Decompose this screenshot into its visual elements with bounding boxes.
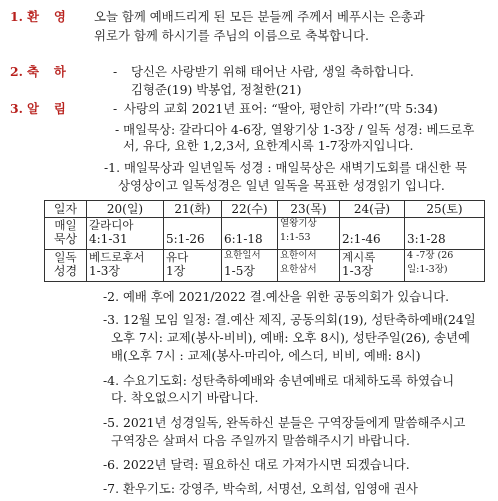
- row-label: [45, 218, 87, 250]
- cell-line1: [224, 218, 275, 232]
- header-day: 20(일): [87, 201, 164, 218]
- note-3-line2: 오후 7시: 교제(봉사-비비), 예배: 오후 8시), 성탄주일(26), 송년예: [111, 330, 470, 345]
- cell-line1: [342, 218, 402, 232]
- cell-line2: 1-5장: [224, 264, 255, 278]
- reading-line2: 서, 유다, 요한 1,2,3서, 요한계시록 1-7장까지입니다.: [123, 138, 414, 153]
- dash: -: [113, 101, 118, 116]
- note-4-line1: -4. 수요기도회: 성탄축하예배와 송년예배로 대체하도록 하였습니: [103, 373, 455, 388]
- table-cell: [87, 250, 164, 282]
- table-cell: [278, 250, 340, 282]
- section-title: 알 림: [27, 101, 67, 116]
- welcome-text-line1: 오늘 함께 예배드리게 된 모든 분들께 주께서 베푸시는 은총과: [94, 9, 425, 24]
- note-6: -6. 2022년 달력: 필요하신 대로 가져가시면 되겠습니다.: [103, 457, 410, 472]
- birthday-names: 김형준(19) 박봉업, 정철한(21): [131, 82, 302, 97]
- note-7: -7. 환우기도: 강영주, 박숙희, 서명선, 오희섭, 임영애 권사: [103, 481, 418, 496]
- birthday-message: 당신은 사랑받기 위해 태어난 사람, 생일 축하합니다.: [131, 64, 414, 79]
- cell-line2: 6:1-18: [224, 232, 263, 246]
- header-day: 24(금): [340, 201, 405, 218]
- table-cell: [87, 218, 164, 250]
- table-cell: [340, 218, 405, 250]
- row-label-line2: 묵상: [53, 232, 78, 246]
- note-4-line2: 다. 착오없으시기 바랍니다.: [111, 390, 259, 405]
- cell-line2: 2:1-46: [342, 232, 381, 246]
- cell-line2: 3:1-28: [407, 232, 446, 246]
- cell-line1: [407, 218, 482, 232]
- cell-line1: 계시록: [342, 250, 376, 264]
- cell-line1: [166, 218, 219, 232]
- section-title: 환 영: [27, 9, 67, 24]
- header-day: 25(토): [405, 201, 485, 218]
- cell-line1: 요한이서: [280, 250, 317, 261]
- table-cell: [164, 218, 222, 250]
- welcome-text-line2: 위로가 함께 하시기를 주님의 이름으로 축복합니다.: [94, 28, 369, 43]
- table-cell: [222, 250, 278, 282]
- table-cell: [164, 250, 222, 282]
- cell-line1: 갈라디아: [89, 218, 134, 232]
- table-cell: [405, 218, 485, 250]
- table-cell: [405, 250, 485, 282]
- table-cell: [278, 218, 340, 250]
- row-label-line1: 일독: [54, 250, 77, 264]
- cell-line1: 요한일서: [224, 250, 261, 261]
- header-day: 21(화): [164, 201, 222, 218]
- table-cell: [222, 218, 278, 250]
- header-date: 일자: [45, 201, 87, 218]
- section-number: 2.: [10, 64, 23, 79]
- section-number: 3.: [10, 101, 23, 116]
- cell-line2: 일:1-3장): [407, 264, 448, 275]
- table-cell: [340, 250, 405, 282]
- note-1-line1: -1. 매일묵상과 일년일독 성경 : 매일묵상은 새벽기도회를 대신한 묵: [104, 160, 467, 175]
- note-3-line3: 배(오후 7시 : 교제(봉사-마리아, 에스더, 비비, 예배: 8시): [111, 348, 421, 363]
- cell-line2: 1:1-53: [280, 232, 311, 243]
- reading-line1: - 매일묵상: 갈라디아 4-6장, 열왕기상 1-3장 / 일독 성경: 베드로후: [115, 122, 475, 137]
- cell-line2: 5:1-26: [166, 232, 205, 246]
- cell-line1: 유다: [166, 250, 189, 264]
- section-number: 1.: [10, 9, 23, 24]
- dash: -: [113, 64, 118, 79]
- note-3-line1: -3. 12월 모임 일정: 결.예산 제직, 공동의회(19), 성탄축하예배(24일: [103, 312, 476, 327]
- cell-line1: 베드로후서: [89, 250, 145, 264]
- cell-line1: 열왕기상: [280, 218, 317, 229]
- cell-line2: 1-3장: [89, 264, 120, 278]
- table-row-daily-meditation: [45, 218, 485, 250]
- cell-line2: 4:1-31: [89, 232, 128, 246]
- note-5-line2: 구역장은 살펴서 다음 주일까지 말씀해주시기 바랍니다.: [111, 433, 410, 448]
- note-1-line2: 상영상이고 일독성경은 일년 일독을 목표한 성경읽기 입니다.: [118, 178, 445, 193]
- section-title: 축 하: [27, 64, 67, 79]
- table-row-bible-reading: [45, 250, 485, 282]
- cell-line1: 4 -7장 (26: [407, 250, 454, 261]
- note-2: -2. 예배 후에 2021/2022 결.예산을 위한 공동의회가 있습니다.: [103, 289, 450, 304]
- note-5-line1: -5. 2021년 성경일독, 완독하신 분들은 구역장들에게 말씀해주시고: [103, 415, 466, 430]
- reading-schedule-table: [44, 200, 485, 282]
- header-day: 22(수): [222, 201, 278, 218]
- row-label: [45, 250, 87, 282]
- table-header-row: [45, 201, 485, 218]
- church-motto: 사랑의 교회 2021년 표어: “딸아, 평안히 가라!”(막 5:34): [124, 101, 438, 116]
- cell-line2: 1-3장: [342, 264, 373, 278]
- row-label-line1: 매일: [54, 218, 77, 232]
- cell-line2: 요한삼서: [280, 264, 317, 275]
- cell-line2: 1장: [166, 264, 186, 278]
- header-day: 23(목): [278, 201, 340, 218]
- row-label-line2: 성경: [53, 264, 78, 278]
